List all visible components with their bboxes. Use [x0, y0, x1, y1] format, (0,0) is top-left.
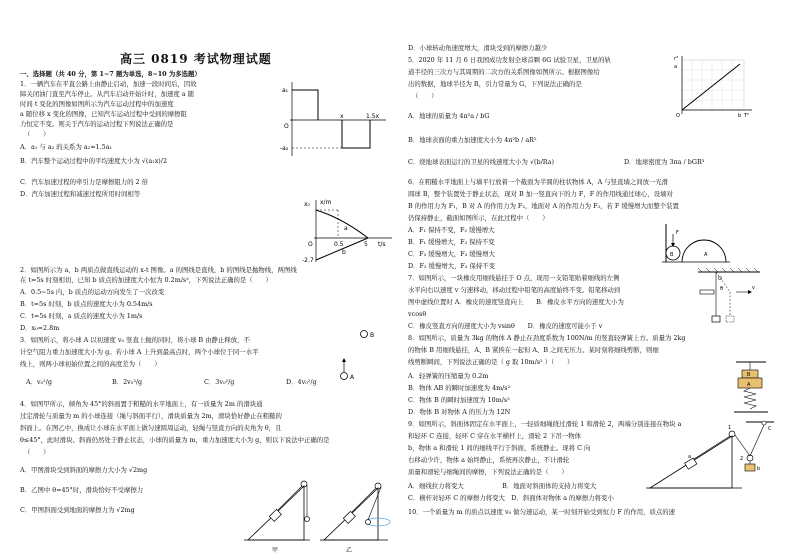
page-title: 高三 0819 考试物理试题 [120, 52, 272, 66]
q6-option-c: C．F₂ 缓慢增大，F₃ 缓慢增大 [408, 250, 495, 258]
fig5-origin: O [676, 113, 680, 118]
q5-option-c: C．绕地球表面运行的卫星的线速度大小为 √(b/Ra) [408, 158, 555, 166]
q7-line: 图中虚线位置时 A．橡皮的速度竖直向上 B．橡皮水平方向的速度大小为 [408, 298, 624, 306]
fig2-origin: O [308, 241, 313, 248]
q3-option-b: B．2v₀²/g [112, 378, 143, 386]
fig2-label-x0: x₀ [304, 201, 310, 208]
q1-option-d: D．汽车加速过程和减速过程所用时间相等 [20, 190, 141, 198]
q9-options-cd: C．横杆对轻环 C 的摩擦力将变大 D．斜面体对物体 a 的摩擦力将变小 [408, 494, 614, 502]
q2-line: 在 t=5s 时刻相切，已知 b 质点的加速度大小恒为 0.2m/s²，下列说法正确的是（ ） [20, 276, 272, 284]
q9-line: 质量和滑轮与细绳间的摩擦，下列说法正确的是（ ） [408, 468, 568, 476]
fig1-label-x: x [340, 113, 344, 120]
fig8-label-b: B [747, 372, 751, 378]
q1-line: 时间 t 变化的图像如图所示为汽车运动过程中的加速度 [20, 100, 174, 108]
q3-line: 计空气阻力重力加速度大小为 g。若小球 A 上升到最高点时，两个小球位于同一水平 [20, 348, 259, 356]
q4-line: 4．如图甲所示，倾角为 45°的斜面置于粗糙的水平地面上，有一质量为 2m 的滑块通 [20, 400, 263, 408]
q1-line: a 随位移 x 变化的图像，已知汽车运动过程中受到的摩擦阻 [20, 110, 187, 118]
q5-line: 出的数据，地球半径为 R，引力常量为 G，下列说法正确的是 [408, 80, 582, 88]
q4-line: （ ） [24, 448, 50, 456]
q9-line: 9．如图所示，斜面体固定在水平面上，一轻质细绳绕过滑轮 1 和滑轮 2，两端分别连接在物块 a [408, 420, 682, 428]
fig6-label-a: A [704, 252, 708, 258]
fig5-label-a: a [674, 64, 678, 70]
q8-option-c: C．物体 B 的瞬时加速度为 10m/s² [408, 396, 510, 404]
fig2-label-5: 5 [364, 241, 368, 248]
fig5-label-y: r³ [674, 56, 679, 62]
figure-2-x-t-graph [302, 196, 396, 264]
q6-line: B 的作用力为 F₁，B 对 A 的作用力为 F₂，地面对 A 的作用力为 F₃，若 F 缓慢增大而整个装置 [408, 202, 679, 210]
q6-line: 圆球 B，整个装置处于静止状态，现对 B 加一竖直向下的力 F，F 的作用线通过球心，设墙对 [408, 190, 673, 198]
q5-line: （ ） [412, 92, 438, 100]
fig8-label-a: A [747, 382, 751, 388]
q8-option-d: D．物体 B 对物体 A 的压力为 12N [408, 408, 511, 416]
q6-option-a: A．F₁ 保持不变，F₃ 缓慢增大 [408, 226, 495, 234]
q4-line: 斜面上。在图乙中，换成让小球在水平面上做匀速圆周运动，轻绳与竖直方向的夹角为 θ，且 [20, 424, 282, 432]
figure-6-cylinder-wall [660, 220, 732, 268]
fig1-label-1-5x: 1.5x [366, 113, 380, 120]
q8-option-a: A．轻弹簧的压缩量为 0.2m [408, 372, 489, 380]
fig4-label-jia: 甲 [272, 547, 279, 554]
fig9-label-c: C [768, 426, 772, 432]
q3-option-c: C．3v₀²/g [204, 378, 235, 386]
fig6-label-b: B [670, 252, 674, 258]
fig2-label-a: a [344, 225, 348, 232]
right-column [406, 0, 782, 560]
left-column [18, 0, 398, 560]
q4-option-c: C．甲图斜面受到地面的摩擦力为 √2mg [20, 506, 135, 514]
q1-option-b: B．汽车整个运动过程中的平均速度大小为 √(a₁x)/2 [20, 157, 168, 165]
q6-line: 仍保持静止，截面如图所示，在此过程中（ ） [408, 214, 549, 222]
q4-option-a: A．甲图滑块受到斜面的摩擦力大小为 √2mg [20, 466, 148, 474]
section-heading: 一、选择题（共 40 分，第 1~7 题为单选，8~10 为多选题） [20, 70, 201, 78]
figure-9-pulleys [646, 418, 776, 492]
q4-line: 过定滑轮与质量为 m 的小球连接（绳与斜面平行），滑块质量为 2m，滑块恰好静止在粗糙的 [20, 412, 282, 420]
fig1-label-a1: a₁ [282, 87, 289, 94]
q6-option-d: D．F₂ 缓慢增大，F₃ 保持不变 [408, 262, 496, 270]
q3-line: 3．如图所示，将小球 A 以初速度 v₀ 竖直上抛的同时，将小球 B 由静止释放，不 [20, 336, 250, 344]
q8-line: 线剪断瞬间，下列说法正确的是（ g 取 10m/s² ）（ ） [408, 358, 574, 366]
figure-8-spring-blocks [722, 360, 776, 418]
fig4-label-yi: 乙 [346, 547, 353, 554]
q4-option-d: D．小球转动角速度增大，滑块受到的摩擦力越少 [408, 44, 548, 52]
q2-option-c: C．t=5s 时刻，a 质点的速度大小为 1m/s [20, 312, 143, 320]
figure-3-balls [340, 326, 396, 386]
q1-line: 力恒定不变。则关于汽车的运动过程下列说法正确的是 [20, 120, 174, 128]
fig2-label-x-m: x/m [320, 199, 332, 206]
q5-option-b: B．地球表面的重力加速度大小为 4π²b / aR² [408, 136, 537, 144]
figure-5-r3-t2-graph [674, 54, 754, 118]
q5-option-a: A．地球的质量为 4π²a / bG [408, 112, 490, 120]
fig3-label-b: B [370, 332, 375, 339]
fig7-label-o: O [718, 276, 722, 282]
fig2-label-b: b [342, 249, 346, 256]
fig7-label-v: v [752, 285, 755, 291]
q9-line: 右移动少许，物体 a 始终静止，系统再次静止，不计滑轮 [408, 456, 570, 464]
fig9-label-pulley-1: 1 [728, 425, 732, 431]
q8-line: 的物体 B 用细线悬挂，A、B 紧挨在一起但 A、B 之间无压力。某时刻将细线剪断，则细 [408, 346, 659, 354]
q7-line: 水平向右以速度 v 匀速移动，移动过程中铅笔的高度始终不变。铅笔移动到 [408, 286, 621, 294]
q2-line: 2．如图所示为 a、b 两质点做直线运动的 x-t 图像。a 的图线是直线，b 的图线是抛物线，两图线 [20, 266, 297, 274]
fig2-label-minus-2-7: -2.7 [302, 257, 314, 264]
q9-line: b，物体 a 和滑轮 1 间的细线平行于斜面，系统静止。现将 C 向 [408, 444, 591, 452]
q1-line: （ ） [24, 130, 50, 138]
q6-option-b: B．F₁ 缓慢增大，F₃ 保持不变 [408, 238, 495, 246]
q2-option-a: A．0.5~5s 内，b 质点的运动方向发生了一次改变 [20, 288, 165, 296]
q6-line: 6．在粗糙水平地面上与墙平行放着一个截面为半圆的柱状物体 A，A 与竖直墙之间放一光滑 [408, 178, 669, 186]
q8-line: 8．如图所示，质量为 3kg 的物体 A 静止在劲度系数为 100N/m 的竖直轻弹簧上方。质量为 2kg [408, 334, 686, 342]
fig9-label-a: a [688, 454, 692, 460]
q3-line: 线上，则两小球初始位置之间的高度差为（ ） [20, 360, 161, 368]
q7-line: C．橡皮竖直方向的速度大小为 vsinθ D．橡皮的速度可能小于 v [408, 322, 603, 330]
q2-option-b: B．t=5s 时刻，b 质点的速度大小为 0.54m/s [20, 300, 153, 308]
fig2-label-0-5: 0.5 [334, 241, 344, 248]
q1-line: 1．一辆汽车在平直公路上由静止启动，加速一段时间后，因故 [20, 80, 197, 88]
q3-option-a: A．v₀²/g [26, 378, 52, 386]
q5-option-d: D．地球密度为 3πa / bGR³ [624, 158, 705, 166]
q5-line: 5．2020 年 11 月 6 日我国成功发射全球首颗 6G 试验卫星，卫星的轨 [408, 56, 611, 64]
fig2-label-t-s: t/s [378, 241, 386, 248]
q4-option-b: B．乙图中 θ=45°时，滑块恰好不受摩擦力 [20, 486, 144, 494]
q7-line: vcosθ [408, 310, 427, 318]
q2-option-d: D．x₀=2.8m [20, 324, 60, 332]
q8-option-b: B．物体 AB 的瞬时加速度为 4m/s² [408, 384, 511, 392]
fig5-label-x: T² [744, 113, 750, 118]
figure-4-incline [238, 460, 398, 554]
fig9-label-b: b [757, 466, 761, 472]
figure-1-a-x-graph [280, 78, 390, 160]
q3-option-d: D．4v₀²/g [286, 378, 317, 386]
fig7-label-theta: θ [720, 286, 724, 292]
fig1-origin: O [284, 123, 289, 130]
q4-line: θ≤45°，此时滑块、斜面仍然处于静止状态，小球的质量为 m，重力加速度大小为 g，则以下说法中正确的是 [20, 436, 330, 444]
q7-line: 7．如图所示，一块橡皮用细线悬挂于 O 点，现用一支铅笔贴着细线的左侧 [408, 274, 620, 282]
fig1-label-a2: -a₂ [280, 145, 289, 152]
q10-line: 10．一个质量为 m 的质点以速度 v₀ 做匀速运动，某一时刻开始受到恒力 F 的作用，质点的速 [408, 508, 676, 516]
q1-option-a: A．a₁ 与 a₂ 的关系为 a₂=1.5a₁ [20, 143, 113, 151]
q9-options-ab: A．细线拉力将变大 B．地面对斜面体的支持力将变大 [408, 482, 597, 490]
fig6-label-f: F [676, 230, 679, 236]
q1-option-c: C．汽车加速过程的牵引力是摩擦阻力的 2 倍 [20, 178, 149, 186]
q5-line: 道半径的三次方与其周期的二次方的关系图像如图所示。根据图像给 [408, 68, 600, 76]
fig3-label-a: A [350, 374, 355, 381]
q9-line: 和轻环 C 连接，轻环 C 穿在水平横杆上，滑轮 2 下吊一物体 [408, 432, 582, 440]
q1-line: 障关闭油门直至汽车停止。从汽车启动开始计时，加速度 a 随 [20, 90, 195, 98]
fig9-label-pulley-2: 2 [740, 456, 744, 462]
figure-7-pencil-string [694, 268, 764, 330]
fig5-label-b: b [738, 113, 742, 118]
